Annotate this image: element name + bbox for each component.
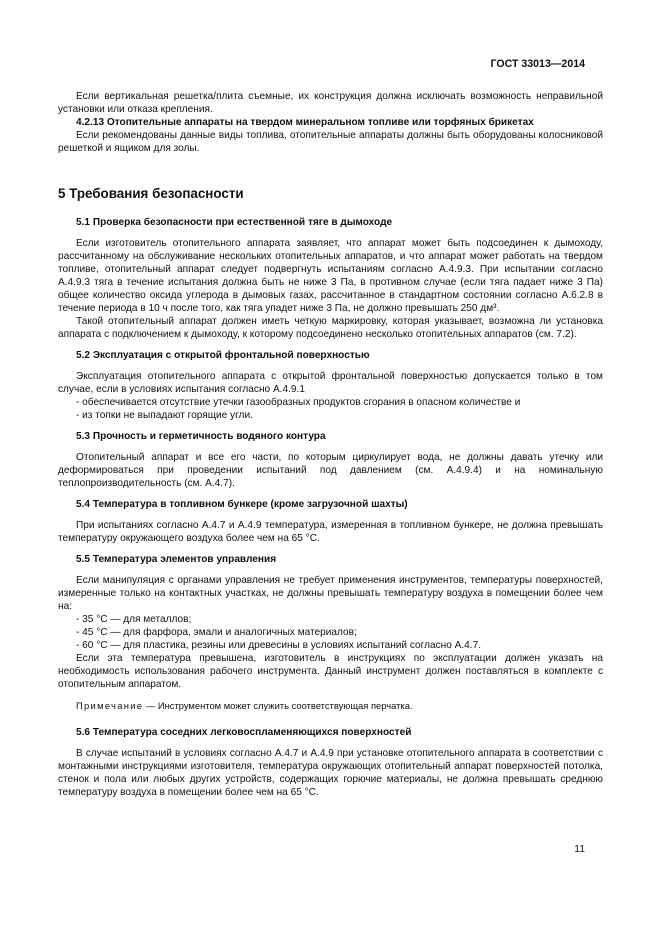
section-5-1-title: 5.1 Проверка безопасности при естественной тяге в дымоходе [76, 217, 393, 228]
note-label: Примечание [76, 700, 144, 711]
section-5-5-title: 5.5 Температура элементов управления [76, 554, 277, 565]
section-5-1-paragraph-1: Если изготовитель отопительного аппарата заявляет, что аппарат может быть подсоединен к дымоходу, рассчитанному на обслуживание нескольких отопительных аппаратов, и что аппарат может работать на твердом топливе, отопительный аппарат следует подвергнуть испытаниям согласно А.4.9.3. При испытании согласно А.4.9.3 тяга в течение испытания должна быть не ниже 3 Па, в противном случае (если тяга падает ниже 3 Па) общее количество оксида углерода в дымовых газах, рассчитанное в стандартном состоянии согласно А.6.2.8 в течение периода в 10 ч после того, как тяга упадет ниже 3 Па, не должно превышать 250 дм³. [58, 238, 603, 314]
section-5-4-paragraph-1: При испытаниях согласно А.4.7 и А.4.9 температура, измеренная в топливном бункере, не должна превышать температуру окружающего воздуха более чем на 65 °С. [58, 520, 603, 544]
section-5-5-note [58, 699, 603, 712]
section-5-5-paragraph-2: Если эта температура превышена, изготовитель в инструкциях по эксплуатации должен указать на необходимость использования рабочего инструмента. Данный инструмент должен поставляться в комплекте с отопительным аппаратом. [58, 653, 603, 690]
page-number: 11 [574, 844, 585, 855]
note-text: — Инструментом может служить соответствующая перчатка. [143, 700, 413, 711]
page-body [58, 90, 603, 799]
section-5-2-paragraph-1: Эксплуатация отопительного аппарата с открытой фронтальной поверхностью допускается только в том случае, если в условиях испытания согласно А.4.9.1 [58, 371, 603, 395]
section-5-4-title: 5.4 Температура в топливном бункере (кроме загрузочной шахты) [76, 499, 408, 510]
standard-number: ГОСТ 33013—2014 [490, 58, 585, 70]
intro-paragraph-2: Если рекомендованы данные виды топлива, отопительные аппараты должны быть оборудованы колосниковой решеткой и ящиком для золы. [58, 130, 603, 154]
section-5-5-list-item: - 45 °С — для фарфора, эмали и аналогичных материалов; [76, 627, 357, 638]
section-5-3-title: 5.3 Прочность и герметичность водяного контура [76, 431, 326, 442]
section-5-2-list-item: - обеспечивается отсутствие утечки газообразных продуктов сгорания в опасном количестве и [76, 397, 521, 408]
section-5-6-title: 5.6 Температура соседних легковоспламеняющихся поверхностей [76, 727, 412, 738]
section-5-2-title: 5.2 Эксплуатация с открытой фронтальной поверхностью [76, 350, 370, 361]
subsection-4-2-13-title: 4.2.13 Отопительные аппараты на твердом минеральном топливе или торфяных брикетах [76, 117, 534, 128]
section-5-6-paragraph-1: В случае испытаний в условиях согласно А.4.7 и А.4.9 при установке отопительного аппарата в соответствии с монтажными инструкциями изготовителя, температура окружающих отопительный аппарат поверхностей потолка, стенок и пола или любых других устройств, содержащих горючие материалы, не должна превышать среднюю температуру воздуха в помещении более чем на 65 °С. [58, 748, 603, 798]
section-5-3-paragraph-1: Отопительный аппарат и все его части, по которым циркулирует вода, не должны давать утечку или деформироваться при проведении испытаний под давлением (см. А.4.9.4) и на номинальную теплопроизводительность (см. А.4.7). [58, 452, 603, 489]
section-5-1-paragraph-2: Такой отопительный аппарат должен иметь четкую маркировку, которая указывает, возможна ли установка аппарата с подключением к дымоходу, к которому подсоединено несколько отопительных аппаратов (см. 7.2). [58, 316, 603, 340]
section-5-5-list-item: - 60 °С — для пластика, резины или древесины в условиях испытаний согласно А.4.7. [76, 640, 482, 651]
section-5-5-list-item: - 35 °С — для металлов; [76, 614, 192, 625]
section-5-title: 5 Требования безопасности [58, 186, 244, 201]
intro-paragraph-1: Если вертикальная решетка/плита съемные, их конструкция должна исключать возможность неправильной установки или отказа крепления. [58, 91, 603, 115]
section-5-5-paragraph-1: Если манипуляция с органами управления не требует применения инструментов, температуры поверхностей, измеренные только на контактных участках, не должны превышать температуру воздуха в помещении более чем на: [58, 575, 603, 612]
section-5-2-list-item: - из топки не выпадают горящие угли. [76, 410, 253, 421]
